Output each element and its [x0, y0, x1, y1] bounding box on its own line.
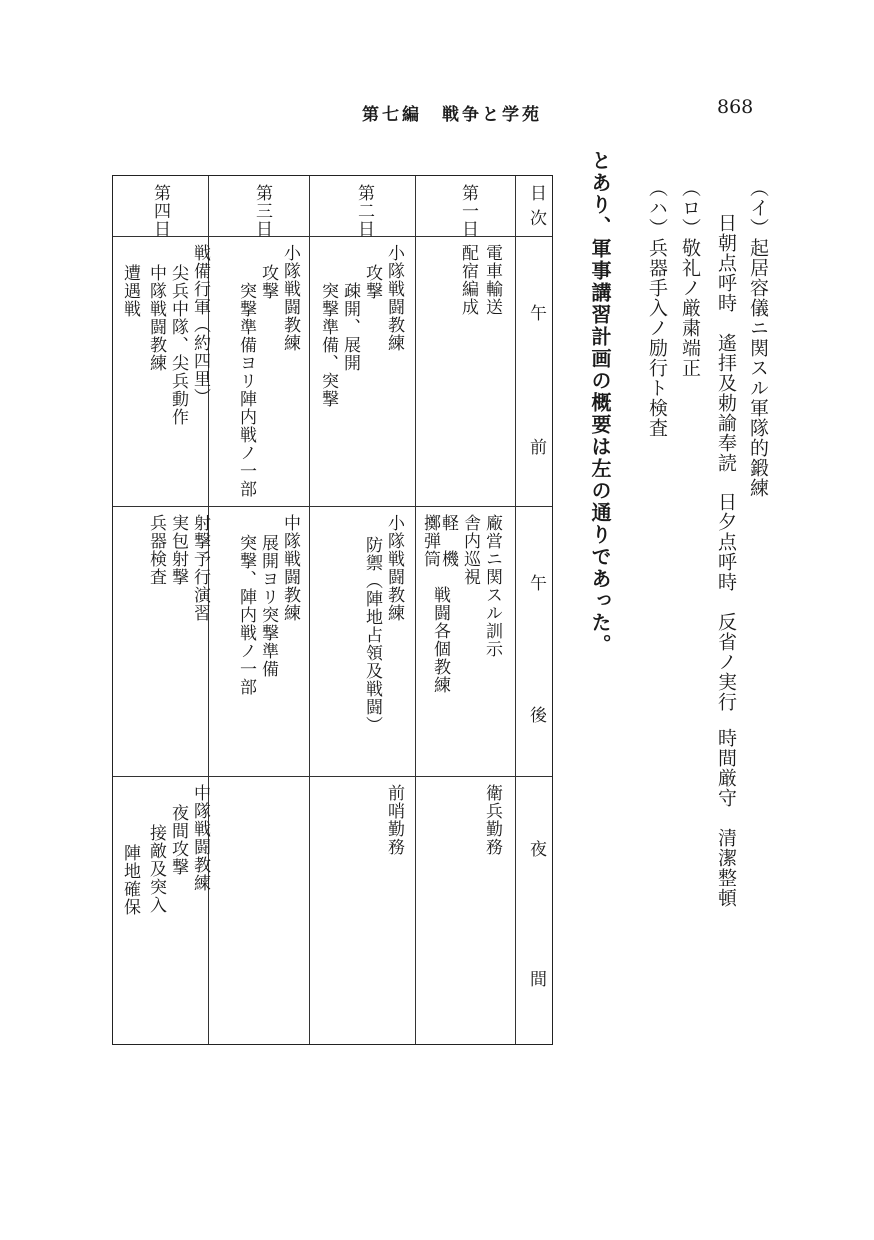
table-row-divider	[113, 506, 552, 507]
list-item-ro	[680, 178, 699, 378]
header-afternoon-char-1: 午	[526, 574, 546, 592]
list-subitem-morning-rollcall: 日朝点呼時 遙拝及勅諭奉読	[715, 213, 737, 473]
list-item-ha	[647, 178, 666, 438]
cell-line: 突撃、陣内戦ノ一部	[236, 534, 256, 696]
header-day-label: 日次	[526, 184, 546, 234]
cell-line: 突撃準備ヨリ陣内戦ノ一部	[236, 282, 256, 498]
cell-line: 電車輸送	[482, 244, 502, 316]
cell-line: 前哨勤務	[384, 784, 404, 856]
list-item-i	[748, 178, 767, 498]
cell-line: 戦備行軍（約四里）	[190, 244, 210, 406]
table-row-divider	[113, 236, 552, 237]
list-subitem-evening-rollcall: 日夕点呼時 反省ノ実行	[715, 492, 737, 712]
list-marker: （ロ）	[679, 178, 701, 238]
day-label: 第一日	[458, 184, 478, 238]
header-morning-char-1: 午	[526, 304, 546, 322]
schedule-table	[112, 175, 553, 1045]
cell-line: 遭遇戦	[120, 264, 140, 318]
cell-line: 攻撃	[362, 264, 382, 300]
running-header-title: 第七編 戦争と学苑	[362, 105, 542, 125]
cell-line: 衛兵勤務	[482, 784, 502, 856]
table-row-divider	[113, 776, 552, 777]
page-number: 868	[717, 96, 754, 118]
list-subitem-punctuality: 時間厳守	[715, 728, 737, 808]
list-subitem-cleanliness: 清潔整頓	[715, 828, 737, 908]
cell-line: 軽 機	[438, 514, 458, 568]
table-column-divider	[515, 176, 516, 1044]
cell-line: 小隊戦闘教練	[384, 514, 404, 622]
header-night-char-2: 間	[526, 970, 546, 988]
cell-line: 展開ヨリ突撃準備	[258, 534, 278, 678]
list-marker: （イ）	[747, 178, 769, 238]
cell-line: 兵器検査	[146, 514, 166, 586]
list-text: 敬礼ノ厳粛端正	[679, 238, 701, 378]
list-marker: （ハ）	[646, 178, 668, 238]
table-column-divider	[415, 176, 416, 1044]
cell-line: 疎開、展開	[340, 282, 360, 372]
day-label: 第三日	[252, 184, 272, 238]
cell-line: 防禦（陣地占領及戦闘）	[362, 536, 382, 734]
cell-line: 尖兵中隊、尖兵動作	[168, 264, 188, 426]
cell-line: 擲弾筒	[420, 514, 440, 568]
intro-sentence: とあり、軍事講習計画の概要は左の通りであった。	[588, 150, 612, 656]
cell-line: 実包射撃	[168, 514, 188, 586]
cell-line: 中隊戦闘教練	[280, 514, 300, 622]
cell-line: 接敵及突入	[146, 824, 166, 914]
header-afternoon-char-2: 後	[526, 706, 546, 724]
cell-line: 中隊戦闘教練	[146, 264, 166, 372]
cell-line: 陣地確保	[120, 844, 140, 916]
cell-line: 中隊戦闘教練	[190, 784, 210, 892]
list-text: 起居容儀ニ関スル軍隊的鍛練	[747, 238, 769, 498]
cell-line: 攻撃	[258, 264, 278, 300]
table-column-divider	[309, 176, 310, 1044]
cell-line: 戦闘各個教練	[430, 586, 450, 694]
cell-line: 射撃予行演習	[190, 514, 210, 622]
day-label: 第四日	[150, 184, 170, 238]
day-label: 第二日	[354, 184, 374, 238]
cell-line: 小隊戦闘教練	[384, 244, 404, 352]
cell-line: 突撃準備、突撃	[318, 282, 338, 408]
header-morning-char-2: 前	[526, 438, 546, 456]
cell-line: 舎内巡視	[460, 514, 480, 586]
cell-line: 配宿編成	[458, 244, 478, 316]
cell-line: 夜間攻撃	[168, 804, 188, 876]
header-night-char-1: 夜	[526, 840, 546, 858]
cell-line: 廠営ニ関スル訓示	[482, 514, 502, 658]
cell-line: 小隊戦闘教練	[280, 244, 300, 352]
list-text: 兵器手入ノ励行ト検査	[646, 238, 668, 438]
